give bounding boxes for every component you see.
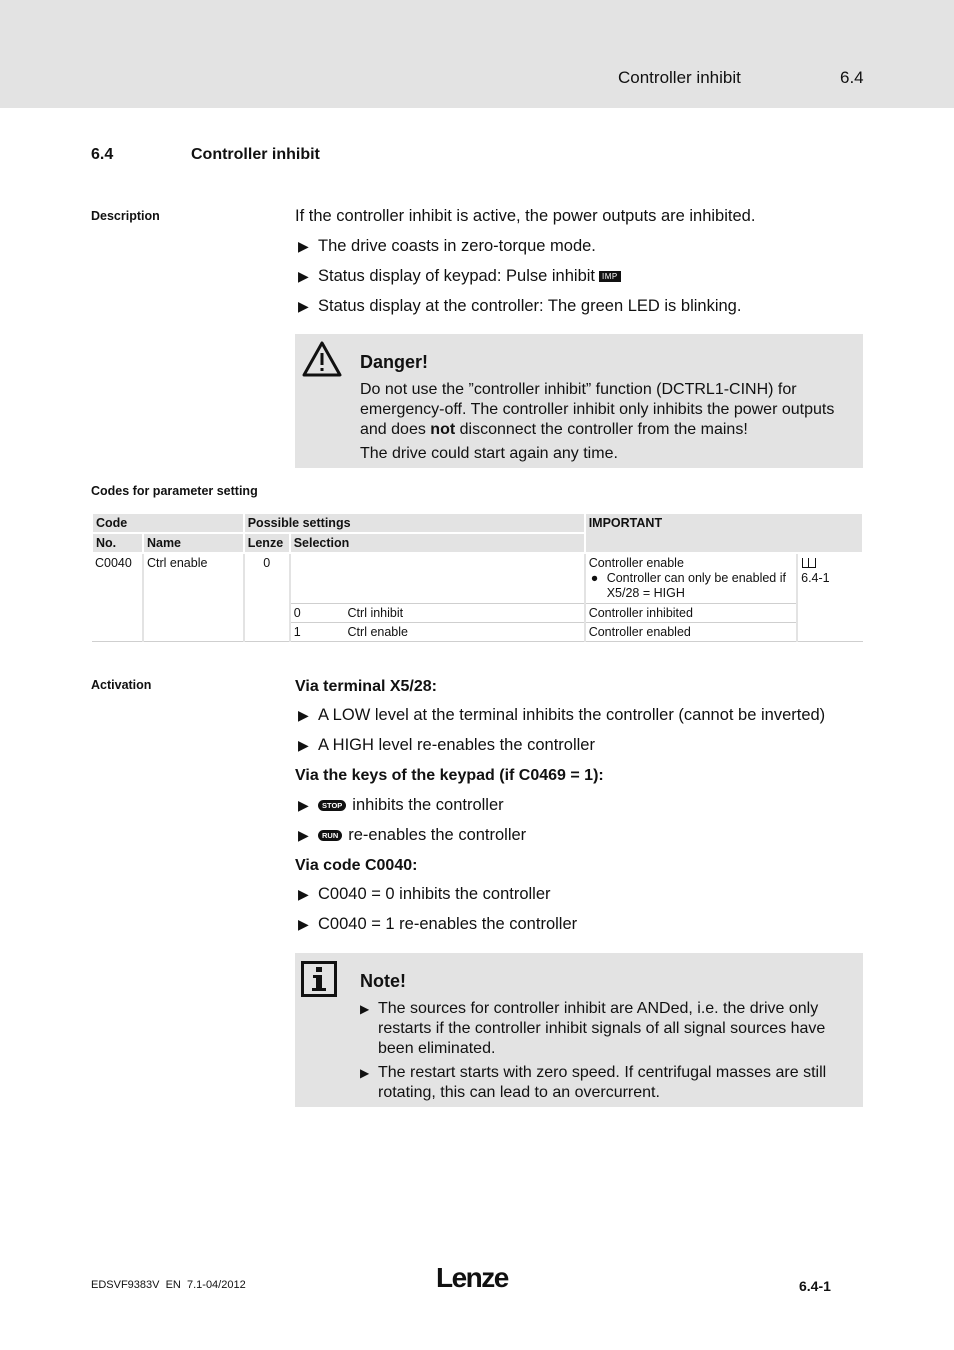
book-icon bbox=[802, 558, 816, 568]
label-description: Description bbox=[91, 209, 160, 223]
activation-bullet: ▶ C0040 = 1 re-enables the controller bbox=[298, 915, 578, 933]
col-possible-settings: Possible settings bbox=[244, 513, 585, 533]
col-code: Code bbox=[92, 513, 244, 533]
activation-bullet: ▶ C0040 = 0 inhibits the controller bbox=[298, 885, 551, 903]
section-number: 6.4 bbox=[91, 146, 114, 163]
description-bullet: ▶ Status display at the controller: The green LED is blinking. bbox=[298, 297, 742, 315]
note-item: ▶ The sources for controller inhibit are ANDed, i.e. the drive only restarts if the controller inhibit signals of all signal sources have been eliminated. bbox=[360, 1000, 826, 1057]
activation-bullet: ▶ A LOW level at the terminal inhibits the controller (cannot be inverted) bbox=[298, 706, 826, 724]
arrow-right-icon: ▶ bbox=[298, 268, 309, 284]
arrow-right-icon: ▶ bbox=[360, 1066, 370, 1080]
note-item: ▶ The restart starts with zero speed. If centrifugal masses are still rotating, this can lead to an overcurrent. bbox=[360, 1064, 827, 1101]
col-selection: Selection bbox=[290, 533, 585, 553]
stop-key-icon: STOP bbox=[318, 800, 346, 811]
section-title: Controller inhibit bbox=[191, 146, 320, 163]
danger-text: Do not use the ”controller inhibit” function (DCTRL1-CINH) for emergency-off. The controller inhibit only inhibits the power outputs and does not disconnect the controller from the mains! bbox=[360, 381, 835, 438]
cell-ref: 6.4-1 bbox=[797, 553, 863, 642]
cell-code-no: C0040 bbox=[92, 553, 143, 642]
activation-bullet: ▶ A HIGH level re-enables the controller bbox=[298, 736, 595, 754]
imp-status-icon: IMP bbox=[599, 271, 621, 282]
header-band bbox=[0, 0, 954, 108]
table-header-row bbox=[92, 513, 863, 533]
cell-option-value: 1 bbox=[290, 623, 345, 642]
header-number: 6.4 bbox=[840, 68, 864, 87]
lenze-logo: Lenze bbox=[436, 1262, 508, 1293]
activation-bullet: ▶ STOP inhibits the controller bbox=[298, 796, 504, 814]
col-name: Name bbox=[143, 533, 244, 553]
run-key-icon: RUN bbox=[318, 830, 342, 841]
arrow-right-icon: ▶ bbox=[298, 707, 309, 723]
parameter-table bbox=[91, 512, 864, 642]
cell-option-important: Controller enabled bbox=[585, 623, 797, 642]
cell-important: Controller enable ● Controller can only be enabled if X5/28 = HIGH bbox=[585, 553, 797, 604]
danger-title: Danger! bbox=[360, 352, 429, 372]
arrow-right-icon: ▶ bbox=[298, 916, 309, 932]
label-activation: Activation bbox=[91, 678, 152, 692]
note-box bbox=[295, 953, 863, 1107]
activation-heading-terminal: Via terminal X5/28: bbox=[295, 678, 437, 695]
description-bullet: ▶ The drive coasts in zero-torque mode. bbox=[298, 237, 596, 255]
col-lenze: Lenze bbox=[244, 533, 290, 553]
arrow-right-icon: ▶ bbox=[298, 238, 309, 254]
table-row bbox=[92, 553, 863, 604]
info-icon bbox=[301, 961, 337, 997]
arrow-right-icon: ▶ bbox=[298, 797, 309, 813]
cell-option-important: Controller inhibited bbox=[585, 604, 797, 623]
cell-selection-empty bbox=[290, 553, 585, 604]
cell-option-label: Ctrl inhibit bbox=[345, 604, 585, 623]
arrow-right-icon: ▶ bbox=[298, 827, 309, 843]
activation-heading-code: Via code C0040: bbox=[295, 857, 418, 874]
col-important: IMPORTANT bbox=[585, 513, 863, 553]
description-bullet: ▶ Status display of keypad: Pulse inhibit IMP bbox=[298, 267, 621, 286]
cell-name: Ctrl enable bbox=[143, 553, 244, 642]
col-no: No. bbox=[92, 533, 143, 553]
arrow-right-icon: ▶ bbox=[298, 886, 309, 902]
arrow-right-icon: ▶ bbox=[298, 737, 309, 753]
activation-heading-keypad: Via the keys of the keypad (if C0469 = 1): bbox=[295, 767, 604, 784]
description-intro: If the controller inhibit is active, the power outputs are inhibited. bbox=[295, 207, 756, 225]
bullet-dot-icon: ● bbox=[590, 571, 599, 585]
arrow-right-icon: ▶ bbox=[298, 298, 309, 314]
danger-box bbox=[295, 334, 863, 468]
cell-option-value: 0 bbox=[290, 604, 345, 623]
cell-option-label: Ctrl enable bbox=[345, 623, 585, 642]
warning-triangle-icon bbox=[301, 340, 343, 378]
footer-page-number: 6.4-1 bbox=[799, 1278, 831, 1294]
footer-document-id: EDSVF9383V EN 7.1-04/2012 bbox=[91, 1279, 246, 1291]
danger-text-2: The drive could start again any time. bbox=[360, 445, 618, 462]
activation-bullet: ▶ RUN re-enables the controller bbox=[298, 826, 527, 844]
label-codes: Codes for parameter setting bbox=[91, 484, 258, 498]
note-title: Note! bbox=[360, 971, 406, 991]
header-title: Controller inhibit bbox=[618, 68, 741, 87]
cell-lenze: 0 bbox=[244, 553, 290, 642]
arrow-right-icon: ▶ bbox=[360, 1002, 370, 1016]
